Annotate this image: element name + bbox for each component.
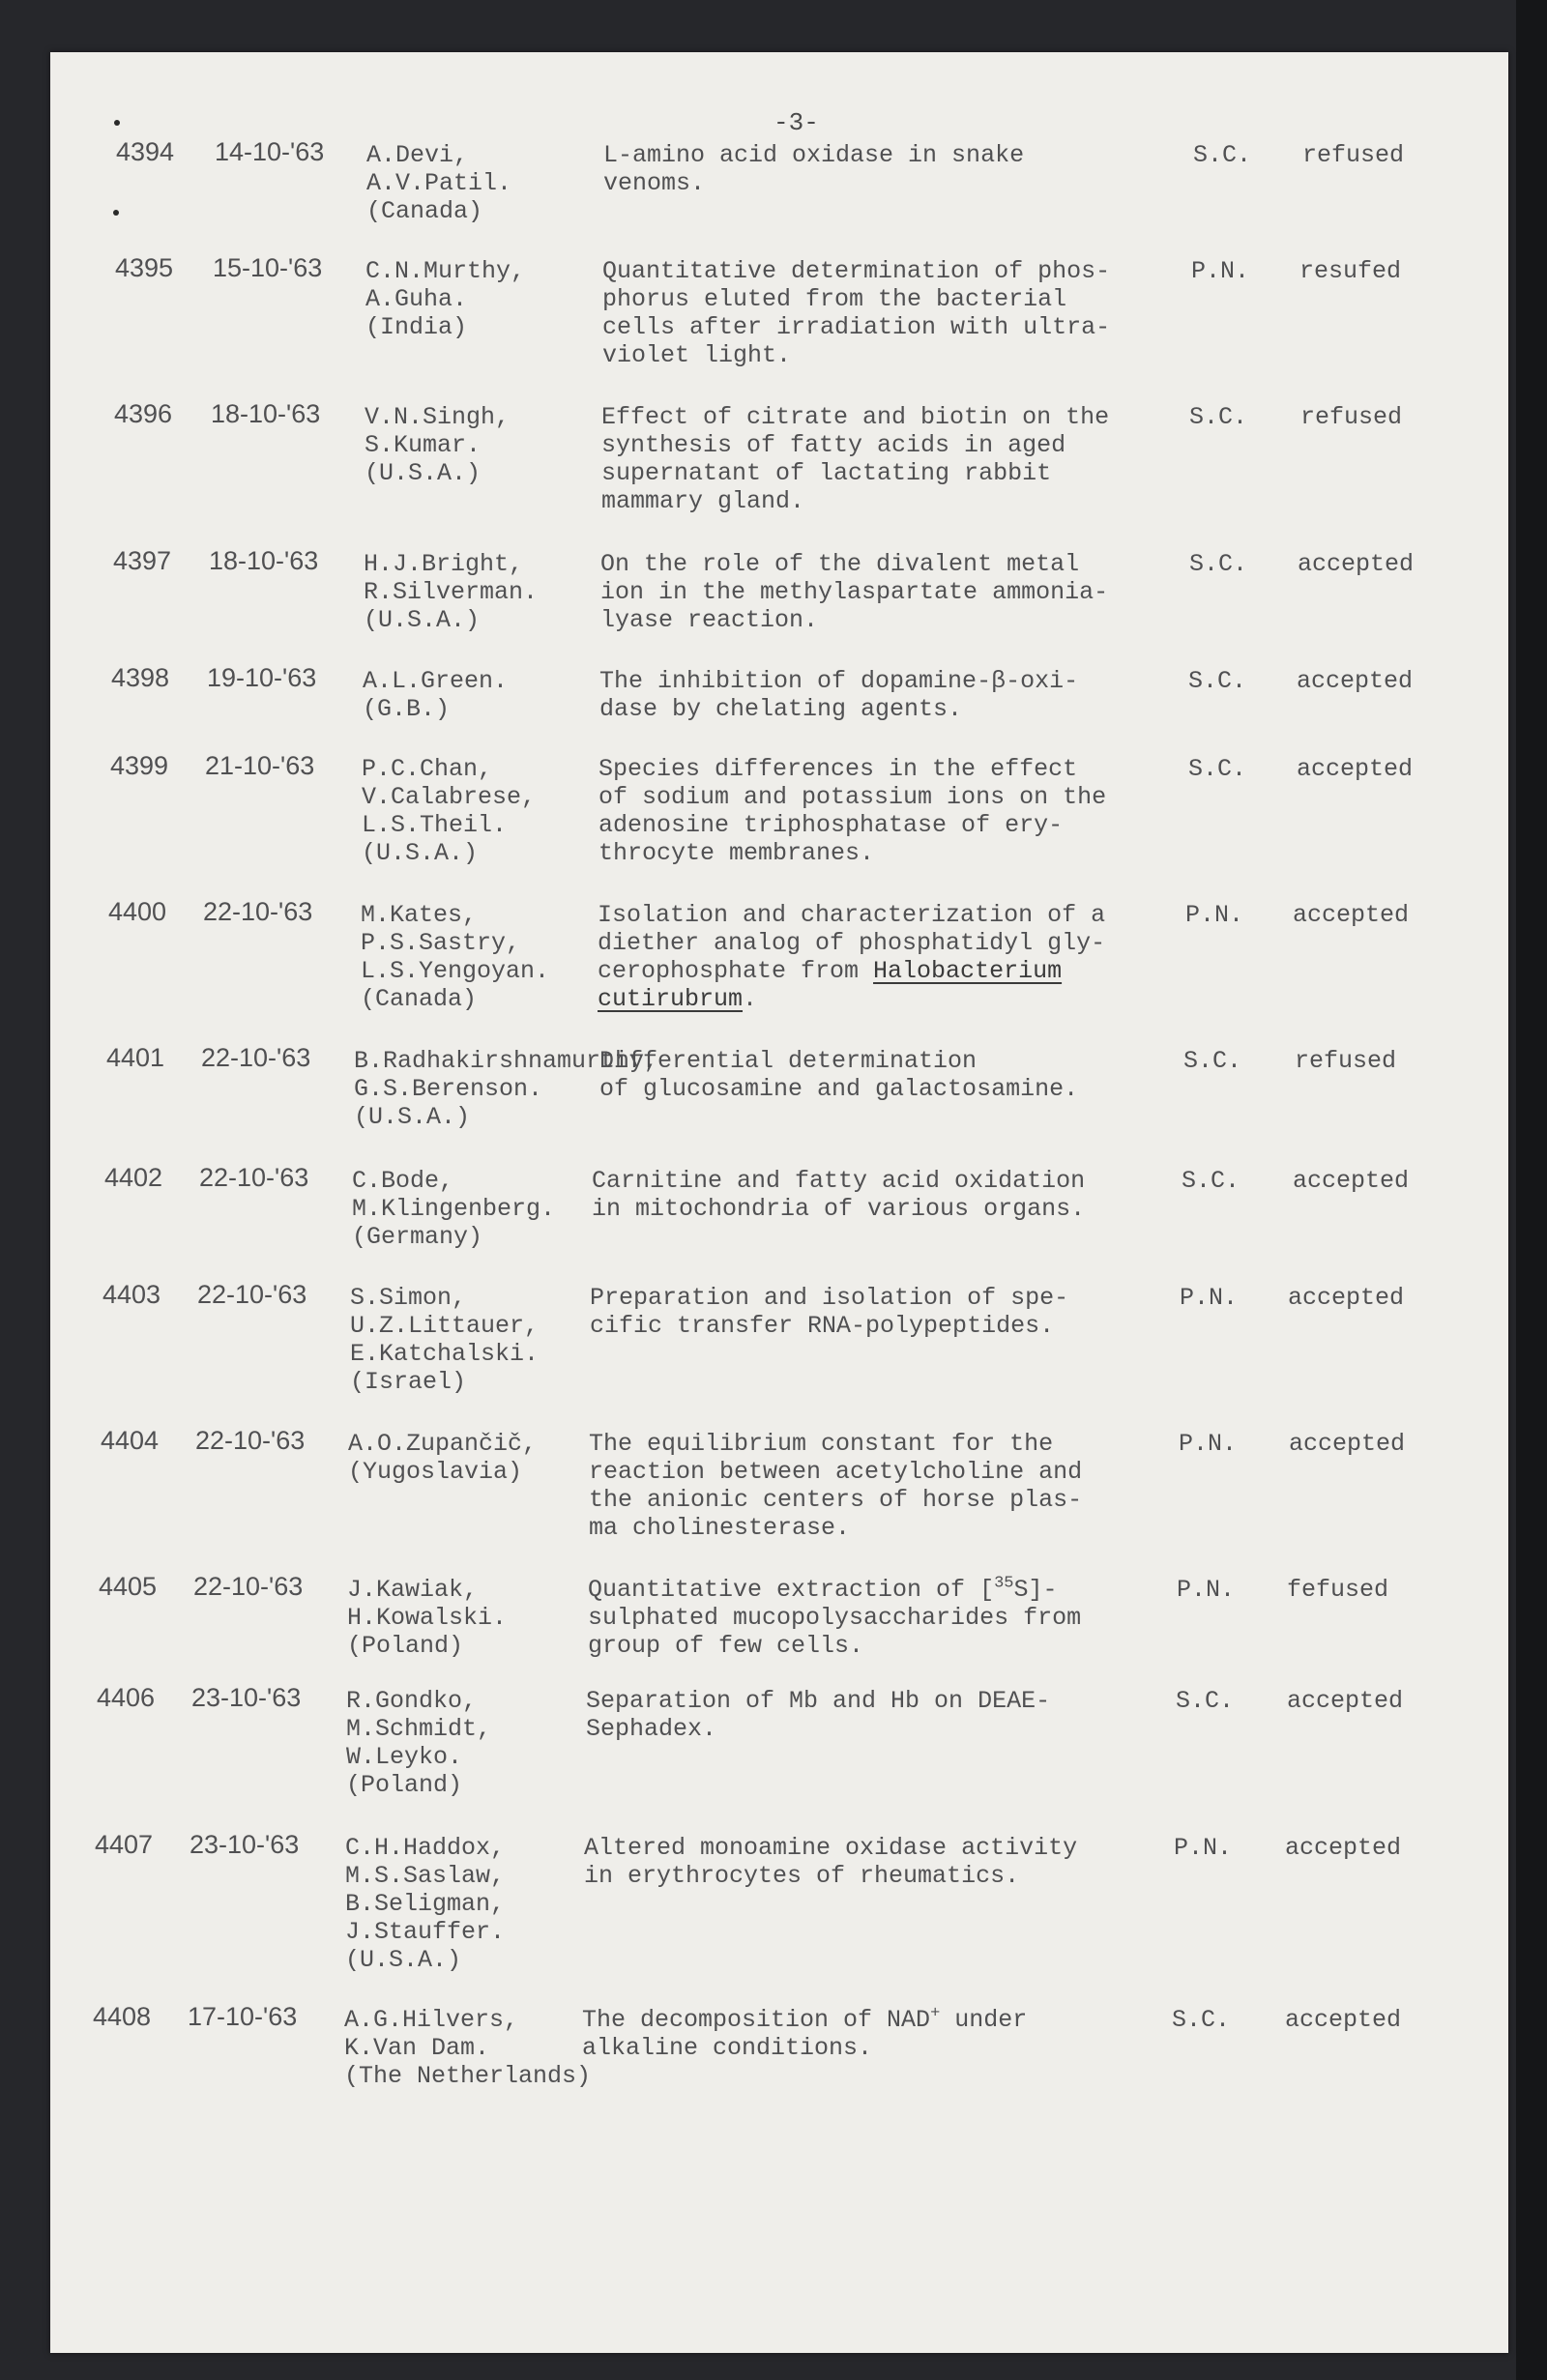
decision-status: accepted <box>1298 550 1415 578</box>
authors: A.O.Zupančič, (Yugoslavia) <box>348 1430 538 1486</box>
section-code: P.N. <box>1179 1430 1238 1458</box>
margin-mark <box>113 210 119 216</box>
paper-title: Differential determination of glucosamine and galactosamine. <box>599 1047 1079 1103</box>
decision-status: accepted <box>1289 1430 1406 1458</box>
authors: J.Kawiak, H.Kowalski. (Poland) <box>347 1576 508 1660</box>
received-date: 22-10-'63 <box>203 897 313 926</box>
received-date: 15-10-'63 <box>213 253 323 282</box>
paper-title: Carnitine and fatty acid oxidation in mitochondria of various organs. <box>592 1167 1086 1223</box>
section-code: S.C. <box>1172 2006 1231 2034</box>
section-code: P.N. <box>1191 257 1250 285</box>
received-date: 22-10-'63 <box>197 1280 307 1309</box>
section-code: S.C. <box>1176 1687 1235 1715</box>
manuscript-number: 4398 <box>111 663 170 692</box>
manuscript-number: 4401 <box>106 1043 165 1072</box>
isotope-superscript: 35 <box>994 1574 1014 1593</box>
decision-status: accepted <box>1285 2006 1402 2034</box>
authors: A.L.Green. (G.B.) <box>363 667 509 723</box>
decision-status: accepted <box>1288 1284 1405 1312</box>
authors: C.N.Murthy, A.Guha. (India) <box>365 257 526 341</box>
manuscript-number: 4394 <box>116 137 175 166</box>
authors: S.Simon, U.Z.Littauer, E.Katchalski. (Israel) <box>350 1284 540 1396</box>
manuscript-number: 4402 <box>104 1163 163 1192</box>
organism-name-genus: Halobacterium <box>873 957 1063 985</box>
manuscript-number: 4397 <box>113 546 172 575</box>
authors: M.Kates, P.S.Sastry, L.S.Yengoyan. (Canada) <box>361 901 550 1013</box>
section-code: S.C. <box>1188 667 1247 695</box>
decision-status: refused <box>1295 1047 1397 1075</box>
authors: R.Gondko, M.Schmidt, W.Leyko. (Poland) <box>346 1687 492 1799</box>
paper-title: Separation of Mb and Hb on DEAE- Sephadex. <box>586 1687 1051 1743</box>
section-code: S.C. <box>1183 1047 1242 1075</box>
section-code: P.N. <box>1177 1576 1236 1604</box>
received-date: 19-10-'63 <box>207 663 317 692</box>
paper-title: Quantitative determination of phos- phorus eluted from the bacterial cells after irradiation with ultra- violet light. <box>602 257 1111 369</box>
manuscript-number: 4395 <box>115 253 174 282</box>
manuscript-number: 4407 <box>95 1830 154 1859</box>
manuscript-number: 4399 <box>110 751 169 780</box>
section-code: S.C. <box>1189 550 1248 578</box>
received-date: 18-10-'63 <box>211 399 321 428</box>
section-code: S.C. <box>1182 1167 1241 1195</box>
decision-status: refused <box>1300 403 1403 431</box>
organism-name-species: cutirubrum <box>598 985 744 1013</box>
decision-status: refused <box>1302 141 1405 169</box>
authors: A.G.Hilvers, K.Van Dam. (The Netherlands) <box>344 2006 592 2090</box>
section-code: P.N. <box>1180 1284 1239 1312</box>
paper-title: The inhibition of dopamine-β-oxi- dase by chelating agents. <box>599 667 1079 723</box>
paper-title: Quantitative extraction of [$^{35}$S]- sulphated mucopolysaccharides from group of few cells. <box>588 1574 1082 1660</box>
manuscript-number: 4404 <box>101 1426 160 1455</box>
authors: B.Radhakirshnamurthy, G.S.Berenson. (U.S.A.) <box>354 1047 659 1131</box>
paper-title: Isolation and characterization of a diether analog of phosphatidyl gly- cerophosphate from Halobacterium cutirubrum. <box>598 901 1106 1013</box>
paper-title: Effect of citrate and biotin on the synthesis of fatty acids in aged supernatant of lactating rabbit mammary gland. <box>601 403 1110 515</box>
scanner-background <box>1516 0 1547 2380</box>
decision-status: fefused <box>1287 1576 1389 1604</box>
decision-status: accepted <box>1297 755 1414 783</box>
paper-title: Preparation and isolation of spe- cific transfer RNA-polypeptides. <box>590 1284 1069 1340</box>
received-date: 17-10-'63 <box>188 2002 298 2031</box>
margin-mark <box>114 120 120 126</box>
paper-title: On the role of the divalent metal ion in the methylaspartate ammonia- lyase reaction. <box>600 550 1109 634</box>
received-date: 23-10-'63 <box>190 1830 300 1859</box>
decision-status: accepted <box>1285 1834 1402 1862</box>
decision-status: resufed <box>1299 257 1402 285</box>
manuscript-number: 4405 <box>99 1572 158 1601</box>
manuscript-number: 4403 <box>102 1280 161 1309</box>
decision-status: accepted <box>1287 1687 1404 1715</box>
received-date: 14-10-'63 <box>215 137 325 166</box>
manuscript-number: 4408 <box>93 2002 152 2031</box>
received-date: 22-10-'63 <box>199 1163 309 1192</box>
paper-title: Altered monoamine oxidase activity in erythrocytes of rheumatics. <box>584 1834 1078 1890</box>
received-date: 18-10-'63 <box>209 546 319 575</box>
paper-title: Species differences in the effect of sodium and potassium ions on the adenosine triphosphatase of ery- throcyte membranes. <box>598 755 1107 867</box>
authors: H.J.Bright, R.Silverman. (U.S.A.) <box>364 550 539 634</box>
authors: V.N.Singh, S.Kumar. (U.S.A.) <box>365 403 511 487</box>
received-date: 23-10-'63 <box>191 1683 302 1712</box>
section-code: S.C. <box>1188 755 1247 783</box>
section-code: S.C. <box>1189 403 1248 431</box>
manuscript-number: 4406 <box>97 1683 156 1712</box>
manuscript-number: 4400 <box>108 897 167 926</box>
authors: C.Bode, M.Klingenberg. (Germany) <box>352 1167 556 1251</box>
authors: P.C.Chan, V.Calabrese, L.S.Theil. (U.S.A.) <box>362 755 537 867</box>
paper-title: L-amino acid oxidase in snake venoms. <box>603 141 1025 197</box>
authors: C.H.Haddox, M.S.Saslaw, B.Seligman, J.Stauffer. (U.S.A.) <box>345 1834 506 1974</box>
received-date: 21-10-'63 <box>205 751 315 780</box>
decision-status: accepted <box>1297 667 1414 695</box>
manuscript-number: 4396 <box>114 399 173 428</box>
charge-superscript: + <box>930 2004 941 2023</box>
received-date: 22-10-'63 <box>193 1572 304 1601</box>
paper-title: The decomposition of NAD+ under alkaline conditions. <box>582 2004 1028 2062</box>
decision-status: accepted <box>1293 1167 1410 1195</box>
authors: A.Devi, A.V.Patil. (Canada) <box>366 141 512 225</box>
paper-title: The equilibrium constant for the reaction between acetylcholine and the anionic centers of horse plas- ma cholinesterase. <box>589 1430 1083 1542</box>
page-number: -3- <box>774 108 819 137</box>
section-code: P.N. <box>1185 901 1244 929</box>
section-code: S.C. <box>1193 141 1252 169</box>
received-date: 22-10-'63 <box>195 1426 306 1455</box>
received-date: 22-10-'63 <box>201 1043 311 1072</box>
section-code: P.N. <box>1174 1834 1233 1862</box>
decision-status: accepted <box>1293 901 1410 929</box>
